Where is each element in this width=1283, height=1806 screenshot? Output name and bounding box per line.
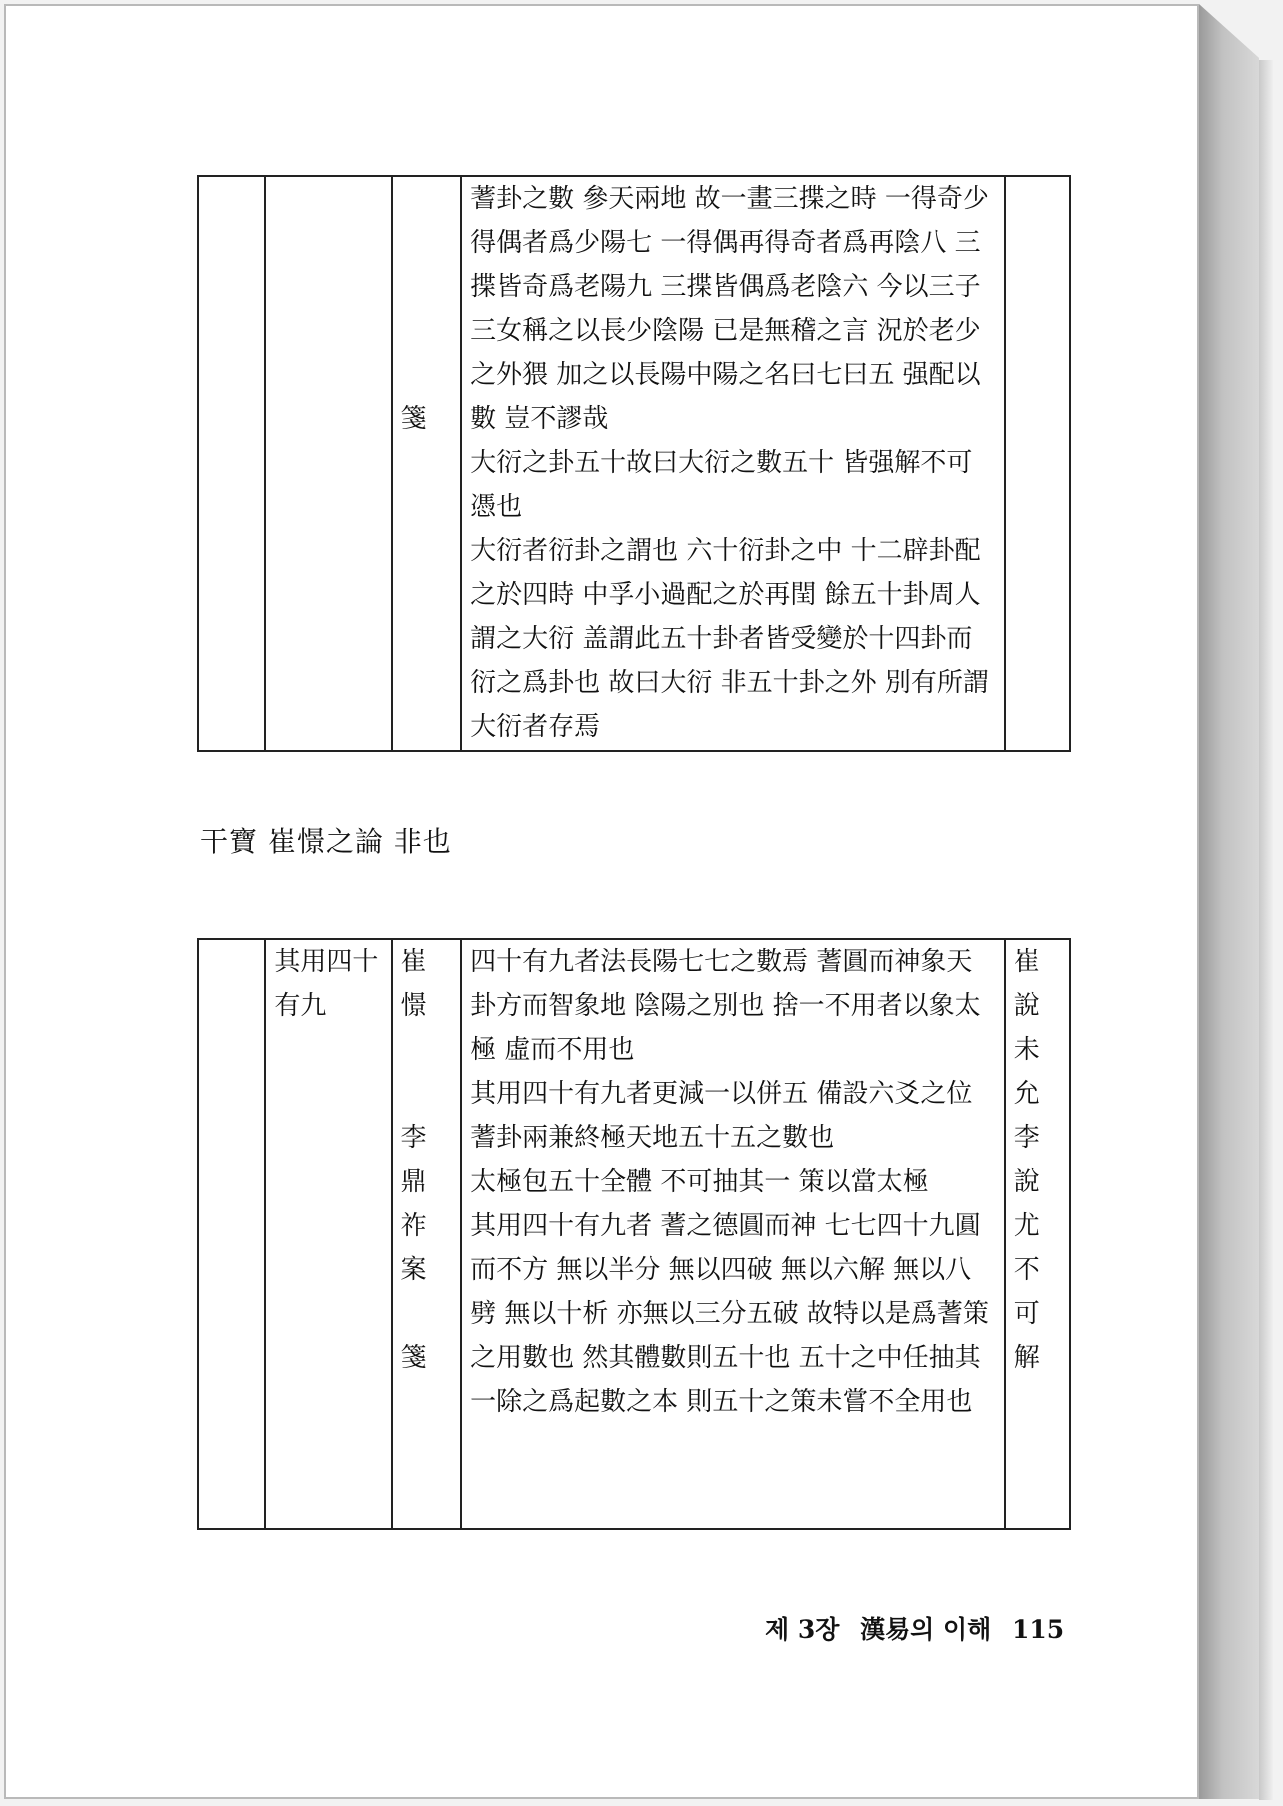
commentator-label: 箋 bbox=[400, 1343, 427, 1373]
commentary-text: 大衍之卦五十故曰大衍之數五十 皆强解不可憑也 bbox=[470, 448, 973, 522]
page-number: 115 bbox=[1012, 1615, 1065, 1644]
book-spine bbox=[1199, 4, 1259, 1799]
table-row bbox=[198, 176, 1070, 751]
topic-label: 其用四十有九 bbox=[274, 947, 379, 1021]
table-cell-commentator bbox=[392, 939, 462, 1529]
commentary-text: 太極包五十全體 不可抽其一 策以當太極 bbox=[470, 1167, 929, 1197]
chapter-title: 漢易의 이해 bbox=[860, 1615, 992, 1644]
commentary-table-1 bbox=[197, 175, 1071, 752]
commentator-label: 箋 bbox=[400, 404, 427, 434]
table-cell-text bbox=[461, 176, 1005, 751]
table-cell-text bbox=[461, 939, 1005, 1529]
table-cell-blank bbox=[198, 939, 265, 1529]
commentary-text: 其用四十有九者 蓍之德圓而神 七七四十九圓而不方 無以半分 無以四破 無以六解 無以八劈 無以十析 亦無以三分五破 故特以是爲蓍策之用數也 然其體數則五十也 五十之中任抽其一除之爲起數之本 則五十之策未嘗不全用也 bbox=[470, 1211, 989, 1417]
table-cell-commentator bbox=[392, 176, 462, 751]
commentary-text: 蓍卦之數 參天兩地 故一畫三揲之時 一得奇少得偶者爲少陽七 一得偶再得奇者爲再陰八 三揲皆奇爲老陽九 三揲皆偶爲老陰六 今以三子三女稱之以長少陰陽 已是無稽之言 況於老少之外猥 加之以長陽中陽之名曰七曰五 强配以數 豈不謬哉 bbox=[470, 184, 989, 434]
verdict-text: 崔說未允李說尤不可解 bbox=[1013, 947, 1040, 1373]
commentary-text: 四十有九者法長陽七七之數焉 蓍圓而神象天 卦方而智象地 陰陽之別也 捨一不用者以象太極 虛而不用也 bbox=[470, 947, 981, 1065]
table-cell-topic bbox=[265, 939, 391, 1529]
table-row bbox=[198, 939, 1070, 1529]
commentary-text: 大衍者衍卦之謂也 六十衍卦之中 十二辟卦配之於四時 中孚小過配之於再閏 餘五十卦周人謂之大衍 盖謂此五十卦者皆受變於十四卦而衍之爲卦也 故曰大衍 非五十卦之外 別有所謂大衍者存焉 bbox=[470, 536, 989, 742]
table-cell-verdict bbox=[1005, 939, 1070, 1529]
section-heading: 干寶 崔憬之論 非也 bbox=[200, 825, 452, 858]
table-cell-blank bbox=[198, 176, 265, 751]
table-cell-topic bbox=[265, 176, 391, 751]
page-edge-shadow bbox=[1259, 60, 1273, 1800]
commentator-label: 崔憬 bbox=[400, 947, 427, 1021]
chapter-label: 제 3장 bbox=[765, 1615, 840, 1644]
commentary-table-2 bbox=[197, 938, 1071, 1530]
commentator-label: 李鼎祚案 bbox=[400, 1123, 427, 1285]
table-cell-verdict bbox=[1005, 176, 1070, 751]
page-footer bbox=[765, 1610, 1076, 1646]
commentary-text: 其用四十有九者更減一以併五 備設六爻之位 蓍卦兩兼終極天地五十五之數也 bbox=[470, 1079, 973, 1153]
